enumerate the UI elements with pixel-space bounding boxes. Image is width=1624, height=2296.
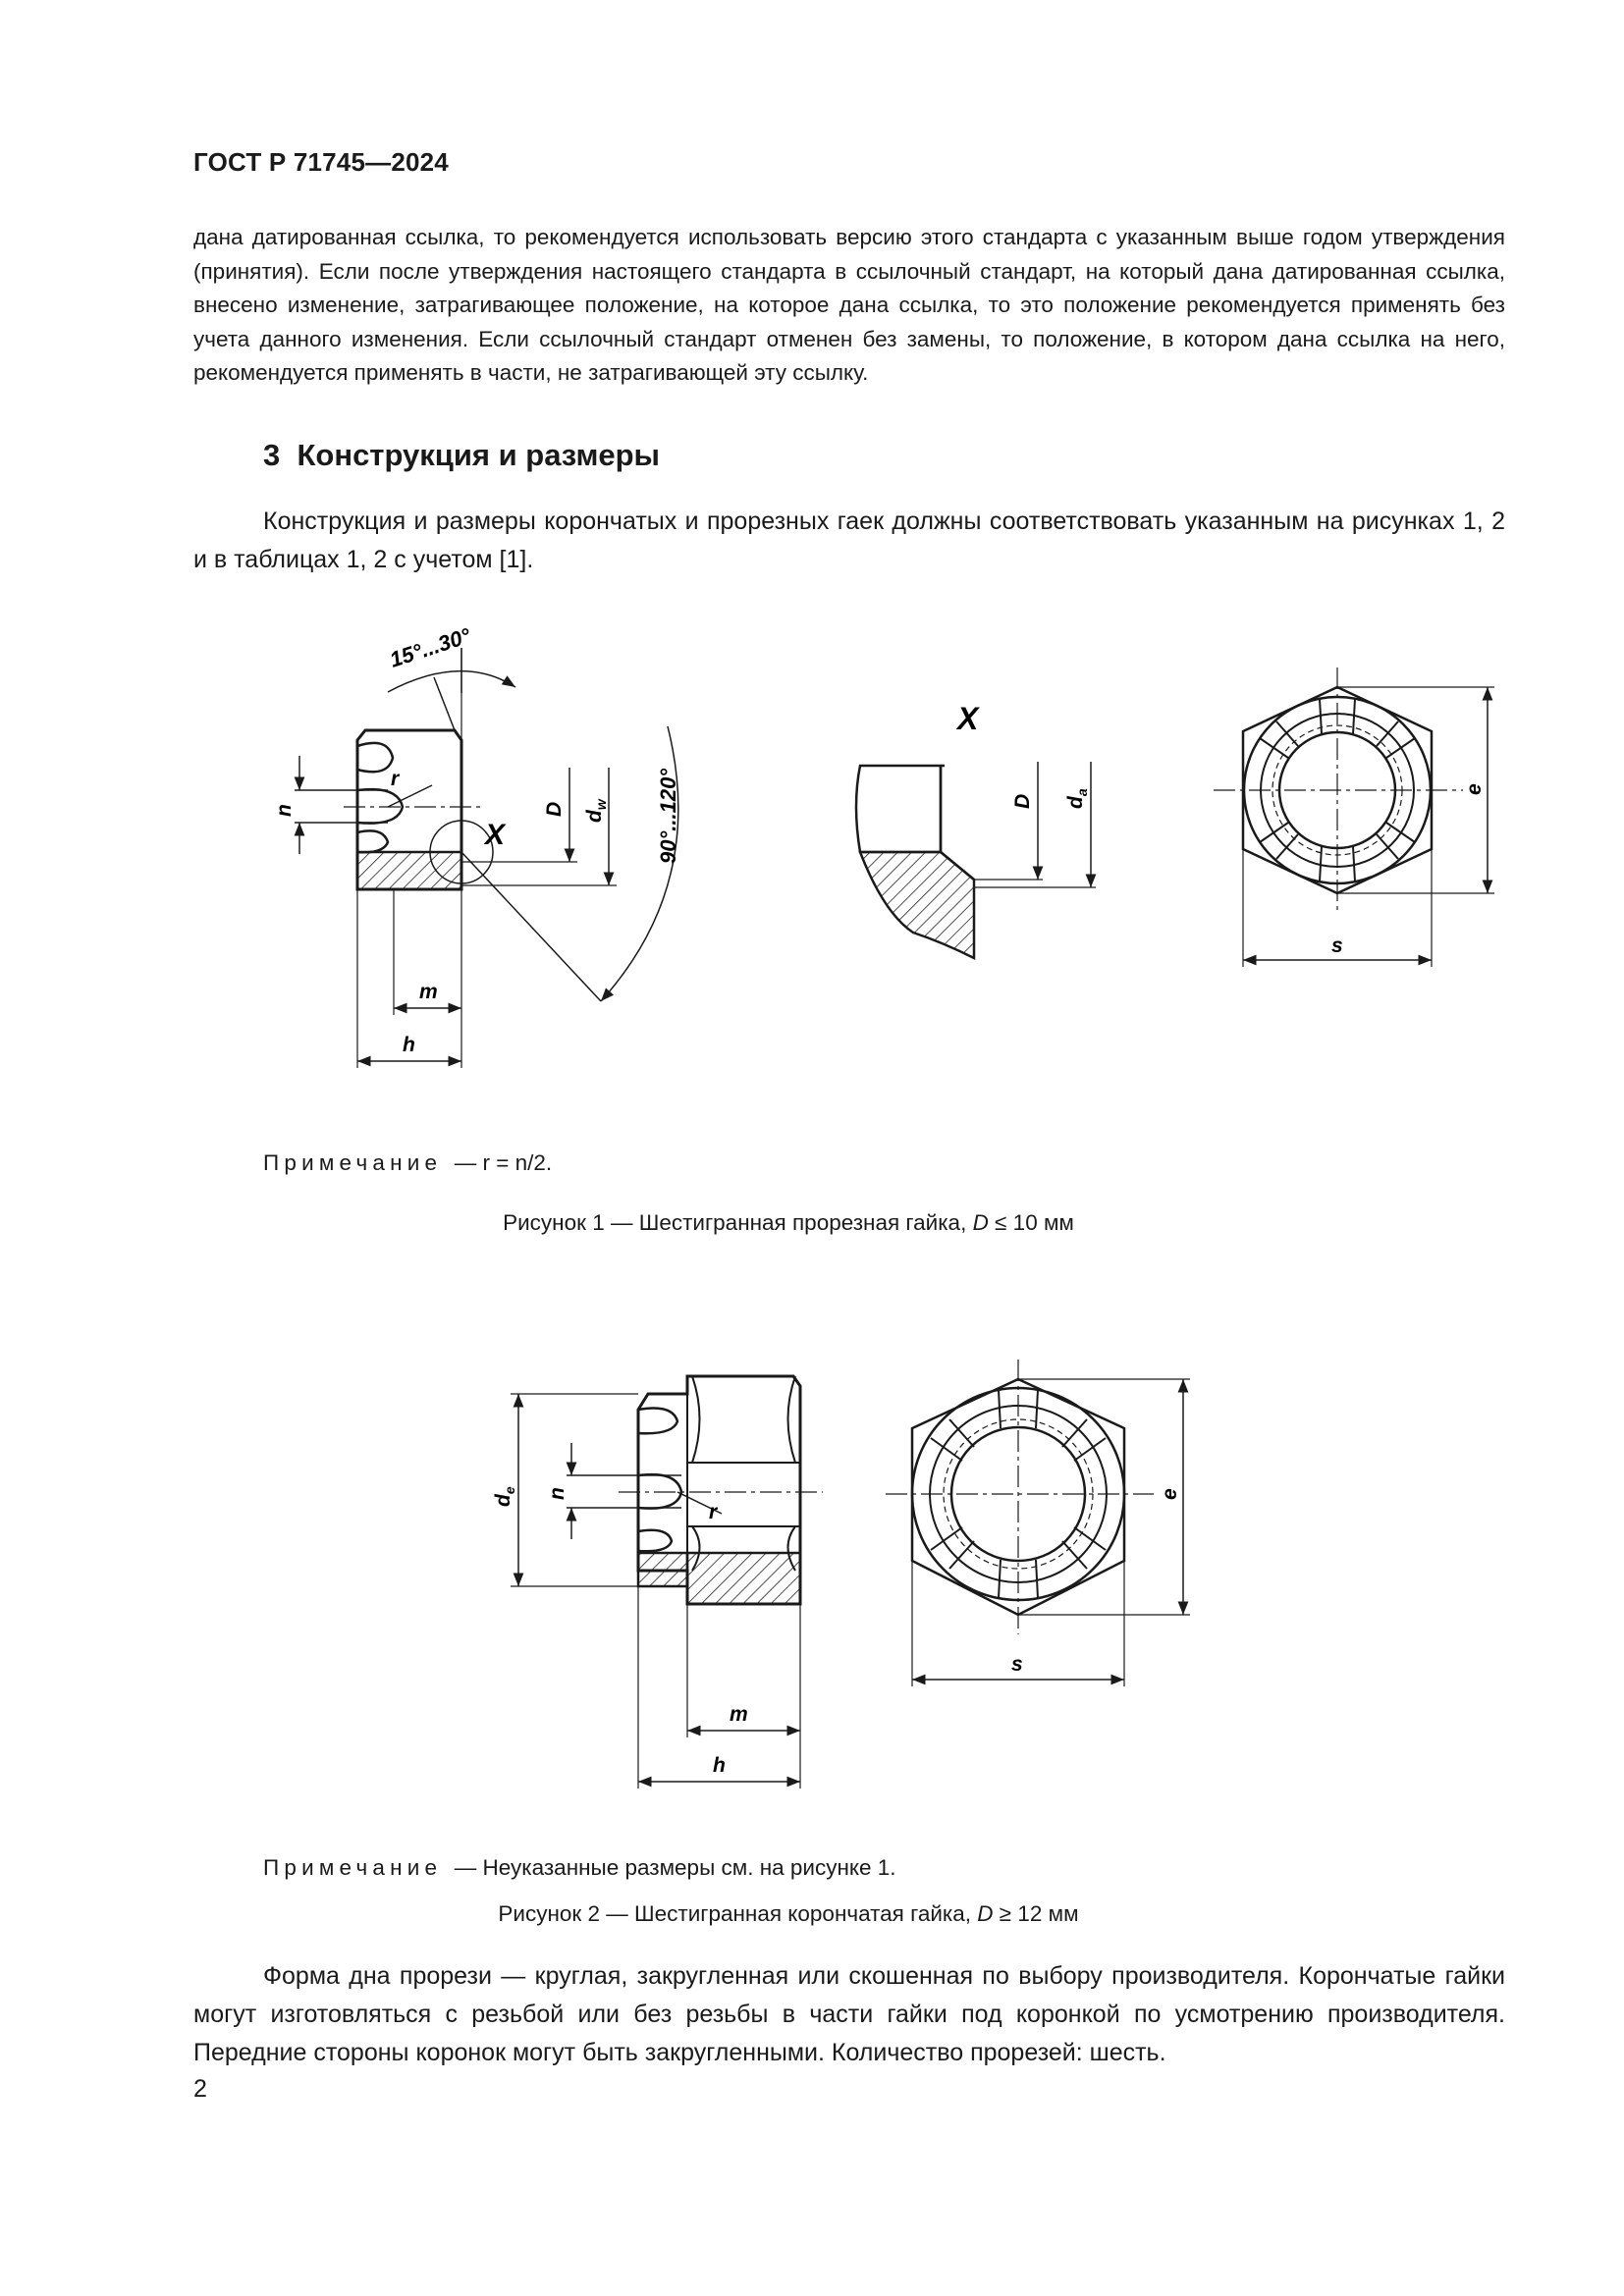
fig1-dim-n: n xyxy=(273,804,296,817)
fig1-detail-dim-da: $d_a$ xyxy=(1064,788,1090,809)
fig2-dim-n: n xyxy=(546,1487,568,1500)
figure-1-caption-var: D xyxy=(972,1210,989,1235)
construction-paragraph: Конструкция и размеры корончатых и прорезных гаек должны соответствовать указанным на рисунках 1, 2 и в таблицах 1, 2 с учетом [1]. xyxy=(193,507,1505,573)
fig1-dim-s: s xyxy=(1331,934,1343,957)
fig2-side-view xyxy=(492,1376,823,1789)
fig1-angle-top: 15°...30° xyxy=(386,622,474,672)
fig1-detail-dim-D: D xyxy=(1011,793,1034,809)
fig1-dim-e: e xyxy=(1463,783,1486,795)
fig1-detail-view-label: X xyxy=(957,701,979,736)
figure-1-note-text: — r = n/2. xyxy=(454,1150,553,1175)
figure-2-caption xyxy=(0,1901,1600,1927)
figure-2-caption-var: D xyxy=(977,1901,994,1926)
figure-2-note-text: — Неуказанные размеры см. на рисунке 1. xyxy=(454,1855,896,1880)
page-number: 2 xyxy=(193,2075,207,2103)
fig2-dim-h: h xyxy=(713,1754,726,1777)
fig1-dim-h: h xyxy=(403,1034,415,1056)
figure-2-note xyxy=(263,1855,896,1881)
document-code-header: ГОСТ Р 71745—2024 xyxy=(193,147,449,177)
fig1-detail-label: X xyxy=(485,819,506,851)
figure-2-caption-text: Рисунок 2 — Шестигранная корончатая гайка, xyxy=(498,1901,978,1926)
fig2-dim-s: s xyxy=(1011,1653,1023,1676)
fig1-dim-r: r xyxy=(391,768,400,790)
fig2-top-view xyxy=(886,1360,1190,1686)
figure-1-caption-text: Рисунок 1 — Шестигранная прорезная гайка, xyxy=(503,1210,973,1235)
figure-2-caption-suffix: ≥ 12 мм xyxy=(993,1901,1079,1926)
fig1-dim-D: D xyxy=(543,801,566,817)
figure-1-caption-suffix: ≤ 10 мм xyxy=(988,1210,1074,1235)
intro-paragraph: дана датированная ссылка, то рекомендуется использовать версию этого стандарта с указанным выше годом утверждения (принятия). Если после утверждения настоящего стандарта в ссылочный стандарт, на который дана датированная ссылка, внесено изменение, затрагивающее положение, на которое дана ссылка, то это положение рекомендуется применять без учета данного изменения. Если ссылочный стандарт отменен без замены, то положение, в котором дана ссылка на него, рекомендуется применять в части, не затрагивающей эту ссылку. xyxy=(193,225,1505,385)
section-title-text: Конструкция и размеры xyxy=(297,438,661,472)
fig2-dim-de: $d_e$ xyxy=(492,1486,517,1507)
fig2-dim-e: e xyxy=(1159,1488,1181,1500)
section-number: 3 xyxy=(263,438,281,472)
fig2-dim-r: r xyxy=(709,1501,718,1523)
slot-shape-paragraph: Форма дна прорези — круглая, закругленная или скошенная по выбору производителя. Корончатые гайки могут изготовляться с резьбой или без резьбы в части гайки под коронкой по усмотрению производителя. Передние стороны коронок могут быть закругленными. Количество прорезей: шесть. xyxy=(193,1962,1505,2066)
figure-1-note-label: Примечание xyxy=(263,1150,443,1175)
figure-2-note-label: Примечание xyxy=(263,1855,443,1880)
fig2-dim-m: m xyxy=(730,1703,748,1726)
fig1-dim-m: m xyxy=(419,981,438,1003)
fig1-dim-dw: $d_w$ xyxy=(583,799,609,823)
fig1-angle-right: 90°...120° xyxy=(656,768,680,864)
